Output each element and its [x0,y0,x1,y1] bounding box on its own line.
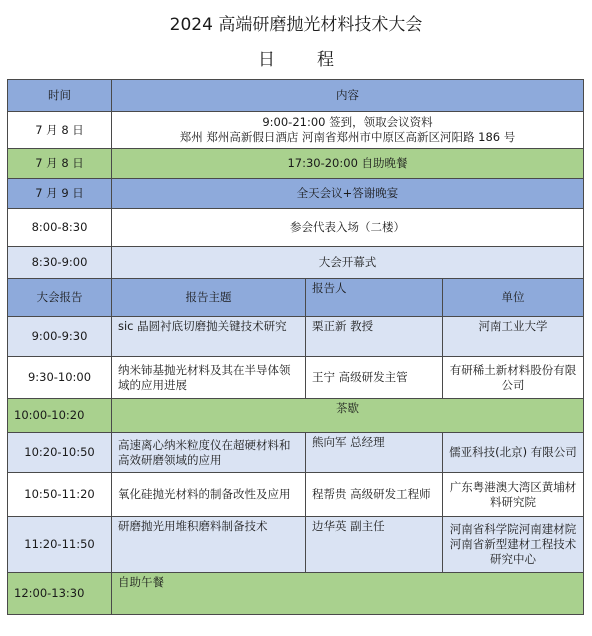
table-row [8,399,584,433]
header-time: 时间 [8,80,112,112]
report-header-time: 大会报告 [8,279,112,317]
break-label: 茶歇 [112,399,584,433]
report-header-speaker: 报告人 [306,279,443,317]
table-row [8,433,584,473]
table-row [8,473,584,517]
table-row [8,573,584,615]
report-time: 9:00-9:30 [8,317,112,357]
table-row [8,357,584,399]
table-row [8,179,584,209]
content-line: 9:00-21:00 签到，领取会议资料 [262,115,433,129]
content-line: 郑州 郑州高新假日酒店 河南省郑州市中原区高新区河阳路 186 号 [179,130,516,144]
page-title: 2024 高端研磨抛光材料技术大会 [169,15,423,35]
page-subtitle: 日程 [258,50,376,70]
row-content: 17:30-20:00 自助晚餐 [112,149,584,179]
row-content: 全天会议+答谢晚宴 [112,179,584,209]
report-speaker: 程帮贵 高级研发工程师 [306,473,443,517]
row-time: 7 月 8 日 [8,149,112,179]
table-row [8,317,584,357]
report-time: 9:30-10:00 [8,357,112,399]
report-unit: 河南省科学院河南建材院河南省新型建材工程技术研究中心 [443,517,584,573]
row-time: 8:00-8:30 [8,209,112,247]
report-topic: sic 晶圆衬底切磨抛关键技术研究 [112,317,306,357]
report-topic: 研磨抛光用堆积磨料制备技术 [112,517,306,573]
report-speaker: 熊向军 总经理 [306,433,443,473]
report-speaker: 王宁 高级研发主管 [306,357,443,399]
table-row [8,209,584,247]
row-time: 8:30-9:00 [8,247,112,279]
report-topic: 纳米铈基抛光材料及其在半导体领域的应用进展 [112,357,306,399]
schedule-table [7,79,584,615]
table-row [8,517,584,573]
report-topic: 氧化硅抛光材料的制备改性及应用 [112,473,306,517]
row-content [112,112,584,149]
row-time: 7 月 8 日 [8,112,112,149]
report-speaker: 栗正新 教授 [306,317,443,357]
row-time: 7 月 9 日 [8,179,112,209]
row-content: 参会代表入场（二楼） [112,209,584,247]
report-header-topic: 报告主题 [112,279,306,317]
row-content: 大会开幕式 [112,247,584,279]
table-row [8,149,584,179]
table-header-row [8,80,584,112]
break-label: 自助午餐 [112,573,584,615]
table-row [8,247,584,279]
report-time: 11:20-11:50 [8,517,112,573]
report-time: 10:50-11:20 [8,473,112,517]
report-time: 10:00-10:20 [8,399,112,433]
report-header-row [8,279,584,317]
report-unit: 河南工业大学 [443,317,584,357]
report-time: 12:00-13:30 [8,573,112,615]
report-unit: 有研稀土新材料股份有限公司 [443,357,584,399]
report-topic: 高速离心纳米粒度仪在超硬材料和高效研磨领域的应用 [112,433,306,473]
report-unit: 儒亚科技(北京) 有限公司 [443,433,584,473]
report-unit: 广东粤港澳大湾区黄埔材料研究院 [443,473,584,517]
report-header-unit: 单位 [443,279,584,317]
report-time: 10:20-10:50 [8,433,112,473]
table-row [8,112,584,149]
report-speaker: 边华英 副主任 [306,517,443,573]
header-content: 内容 [112,80,584,112]
